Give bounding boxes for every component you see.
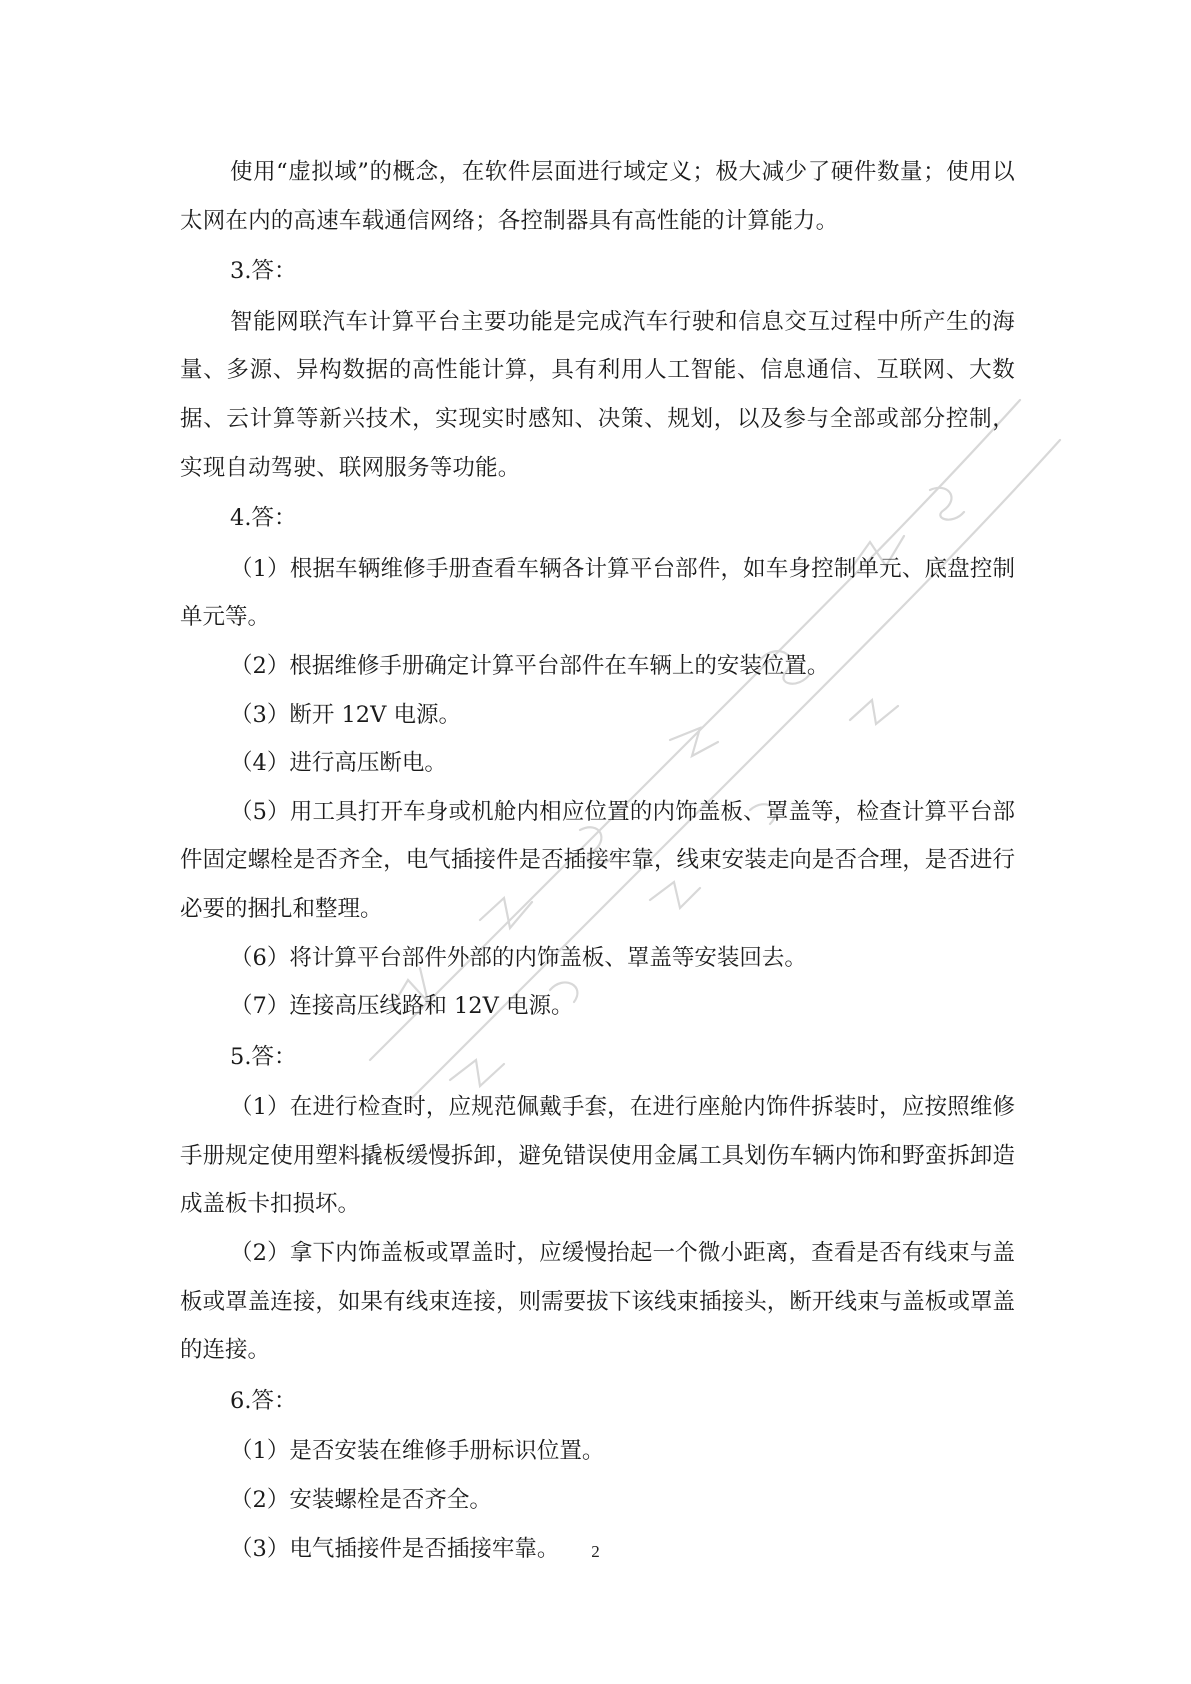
answer-6-point-1: （1）是否安装在维修手册标识位置。	[230, 1438, 605, 1465]
answer-5-point-1: （1）在进行检查时，应规范佩戴手套，在进行座舱内饰件拆装时，应按照维修手册规定使用塑料撬板缓慢拆卸，避免错误使用金属工具划伤车辆内饰和野蛮拆卸造成盖板卡扣损坏。	[180, 1094, 1015, 1218]
answer-6-point-2: （2）安装螺栓是否齐全。	[230, 1487, 492, 1514]
answer-4-step-4: （4）进行高压断电。	[230, 750, 447, 777]
answer-6-point-3: （3）电气插接件是否插接牢靠。	[230, 1535, 560, 1562]
paragraph-computing-platform: 智能网联汽车计算平台主要功能是完成汽车行驶和信息交互过程中所产生的海量、多源、异构数据的高性能计算，具有利用人工智能、信息通信、互联网、大数据、云计算等新兴技术，实现实时感知、决策、规划，以及参与全部或部分控制，实现自动驾驶、联网服务等功能。	[180, 308, 1015, 481]
answer-4-step-6: （6）将计算平台部件外部的内饰盖板、罩盖等安装回去。	[230, 944, 807, 971]
answer-4-step-3: （3）断开 12V 电源。	[230, 701, 461, 728]
answer-3-heading: 3.答：	[230, 258, 297, 285]
answer-4-heading: 4.答：	[230, 505, 297, 532]
paragraph-virtual-domain: 使用“虚拟域”的概念，在软件层面进行域定义；极大减少了硬件数量；使用以太网在内的高速车载通信网络；各控制器具有高性能的计算能力。	[180, 159, 1015, 234]
answer-6-heading: 6.答：	[230, 1387, 297, 1414]
document-body	[180, 148, 1015, 1573]
page-number: 2	[591, 1542, 600, 1561]
answer-4-step-5: （5）用工具打开车身或机舱内相应位置的内饰盖板、罩盖等，检查计算平台部件固定螺栓是否齐全，电气插接件是否插接牢靠，线束安装走向是否合理，是否进行必要的捆扎和整理。	[180, 798, 1015, 922]
answer-4-step-7: （7）连接高压线路和 12V 电源。	[230, 993, 574, 1020]
answer-5-point-2: （2）拿下内饰盖板或罩盖时，应缓慢抬起一个微小距离，查看是否有线束与盖板或罩盖连接，如果有线束连接，则需要拔下该线束插接头，断开线束与盖板或罩盖的连接。	[180, 1240, 1015, 1364]
answer-4-step-1: （1）根据车辆维修手册查看车辆各计算平台部件，如车身控制单元、底盘控制单元等。	[180, 555, 1015, 631]
answer-5-heading: 5.答：	[230, 1043, 297, 1070]
answer-4-step-2: （2）根据维修手册确定计算平台部件在车辆上的安装位置。	[230, 652, 830, 679]
